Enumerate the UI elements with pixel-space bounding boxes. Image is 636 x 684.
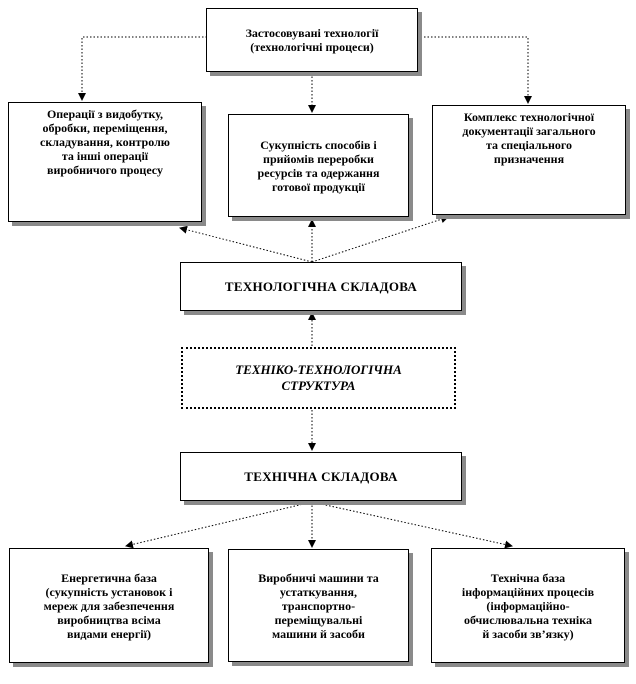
energy-base-label: Енергетична база (сукупність установок і мереж для забезпечення виробництва всіма видами енергії) bbox=[43, 570, 175, 641]
tech-component-label: ТЕХНОЛОГІЧНА СКЛАДОВА bbox=[224, 278, 418, 294]
methods-label: Сукупність способів і прийомів переробки ресурсів та одержання готової продукції bbox=[257, 137, 380, 194]
methods-box bbox=[228, 114, 409, 217]
tech-component-box bbox=[180, 262, 462, 311]
structure-label: ТЕХНІКО-ТЕХНОЛОГІЧНА СТРУКТУРА bbox=[235, 362, 402, 393]
operations-box bbox=[8, 102, 202, 222]
connector-to-operations bbox=[82, 37, 207, 100]
energy-base-box bbox=[9, 548, 209, 663]
connector-technical-to-info bbox=[312, 502, 512, 546]
connector-tech-to-documentation bbox=[312, 217, 448, 262]
info-base-box bbox=[431, 548, 625, 663]
connector-tech-to-operations bbox=[180, 228, 312, 262]
info-base-label: Технічна база інформаційних процесів (інформаційно- обчислювальна техніка й засоби зв’язку) bbox=[461, 570, 595, 641]
operations-label: Операції з видобутку, обробки, переміщення, складування, контролю та інші операції виробничого процесу bbox=[40, 107, 170, 177]
machines-label: Виробничі машини та устаткування, транспортно- переміщувальні машини й засоби bbox=[258, 570, 379, 641]
documentation-label: Комплекс технологічної документації загального та спеціального призначення bbox=[462, 110, 596, 166]
structure-box bbox=[181, 347, 456, 409]
machines-box bbox=[228, 549, 409, 662]
applied-tech-label: Застосовувані технології (технологічні процеси) bbox=[245, 26, 379, 54]
connector-technical-to-energy bbox=[126, 502, 312, 546]
technical-component-box bbox=[180, 452, 462, 501]
documentation-box bbox=[432, 105, 626, 215]
technical-component-label: ТЕХНІЧНА СКЛАДОВА bbox=[244, 468, 398, 484]
applied-tech-box bbox=[206, 8, 418, 72]
connector-to-documentation bbox=[417, 37, 528, 103]
